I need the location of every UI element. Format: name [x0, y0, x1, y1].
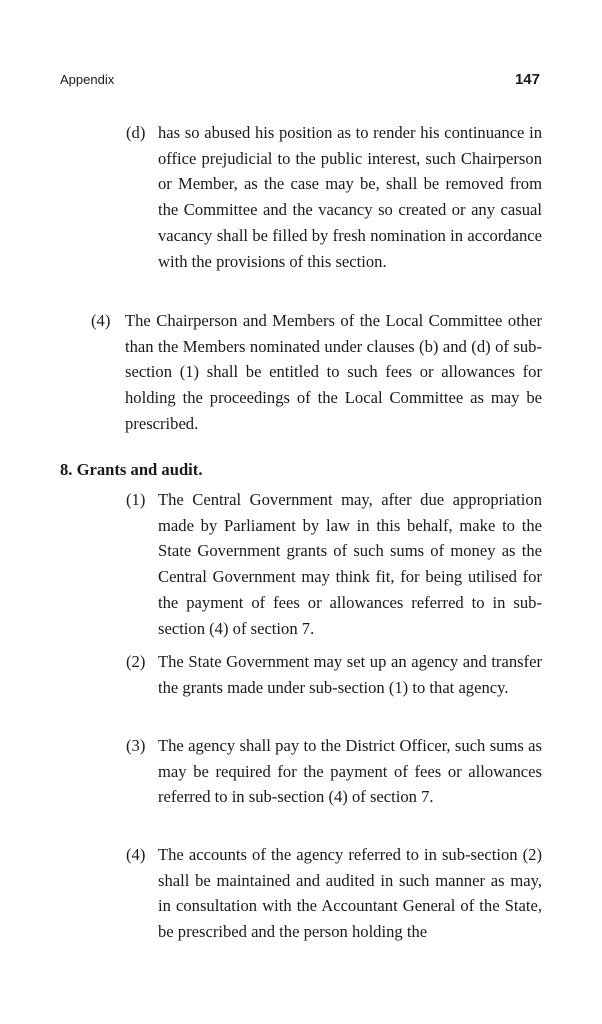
- section-8-item-3-text: The agency shall pay to the District Officer, such sums as may be required for the payment of fees or allowances referred to in sub-section (4) of section 7.: [158, 736, 542, 807]
- section-8-item-2-text: The State Government may set up an agency and transfer the grants made under sub-section (1) to that agency.: [158, 652, 542, 697]
- running-title: Appendix: [60, 72, 115, 87]
- subsection-4-text: The Chairperson and Members of the Local Committee other than the Members nominated under clauses (b) and (d) of sub-section (1) shall be entitled to such fees or allowances for holding the proceedings of the Local Committee as may be prescribed.: [125, 311, 542, 433]
- subsection-4-label: (4): [91, 311, 111, 330]
- section-8-item-2-label: (2): [126, 652, 146, 671]
- section-8-item-4-label: (4): [126, 845, 146, 864]
- clause-d-text: has so abused his position as to render his continuance in office prejudicial to the public interest, such Chairperson or Member, as the case may be, shall be removed from the Committee and the vacancy so created or any casual vacancy shall be filled by fresh nomination in accordance with the provisions of this section.: [158, 123, 542, 271]
- clause-d-label: (d): [126, 123, 146, 142]
- section-heading: 8. Grants and audit.: [60, 460, 203, 479]
- section-8-item-1-text: The Central Government may, after due appropriation made by Parliament by law in this behalf, make to the State Government grants of such sums of money as the Central Government may think fit, for being utilised for the payment of fees or allowances referred to in sub-section (4) of section 7.: [158, 490, 542, 638]
- section-8-item-4-text: The accounts of the agency referred to in sub-section (2) shall be maintained and audited in such manner as may, in consultation with the Accountant General of the State, be prescribed and the person holding the: [158, 845, 542, 942]
- section-8-item-3-label: (3): [126, 736, 146, 755]
- page-number: 147: [514, 71, 540, 88]
- section-8-item-1-label: (1): [126, 490, 146, 509]
